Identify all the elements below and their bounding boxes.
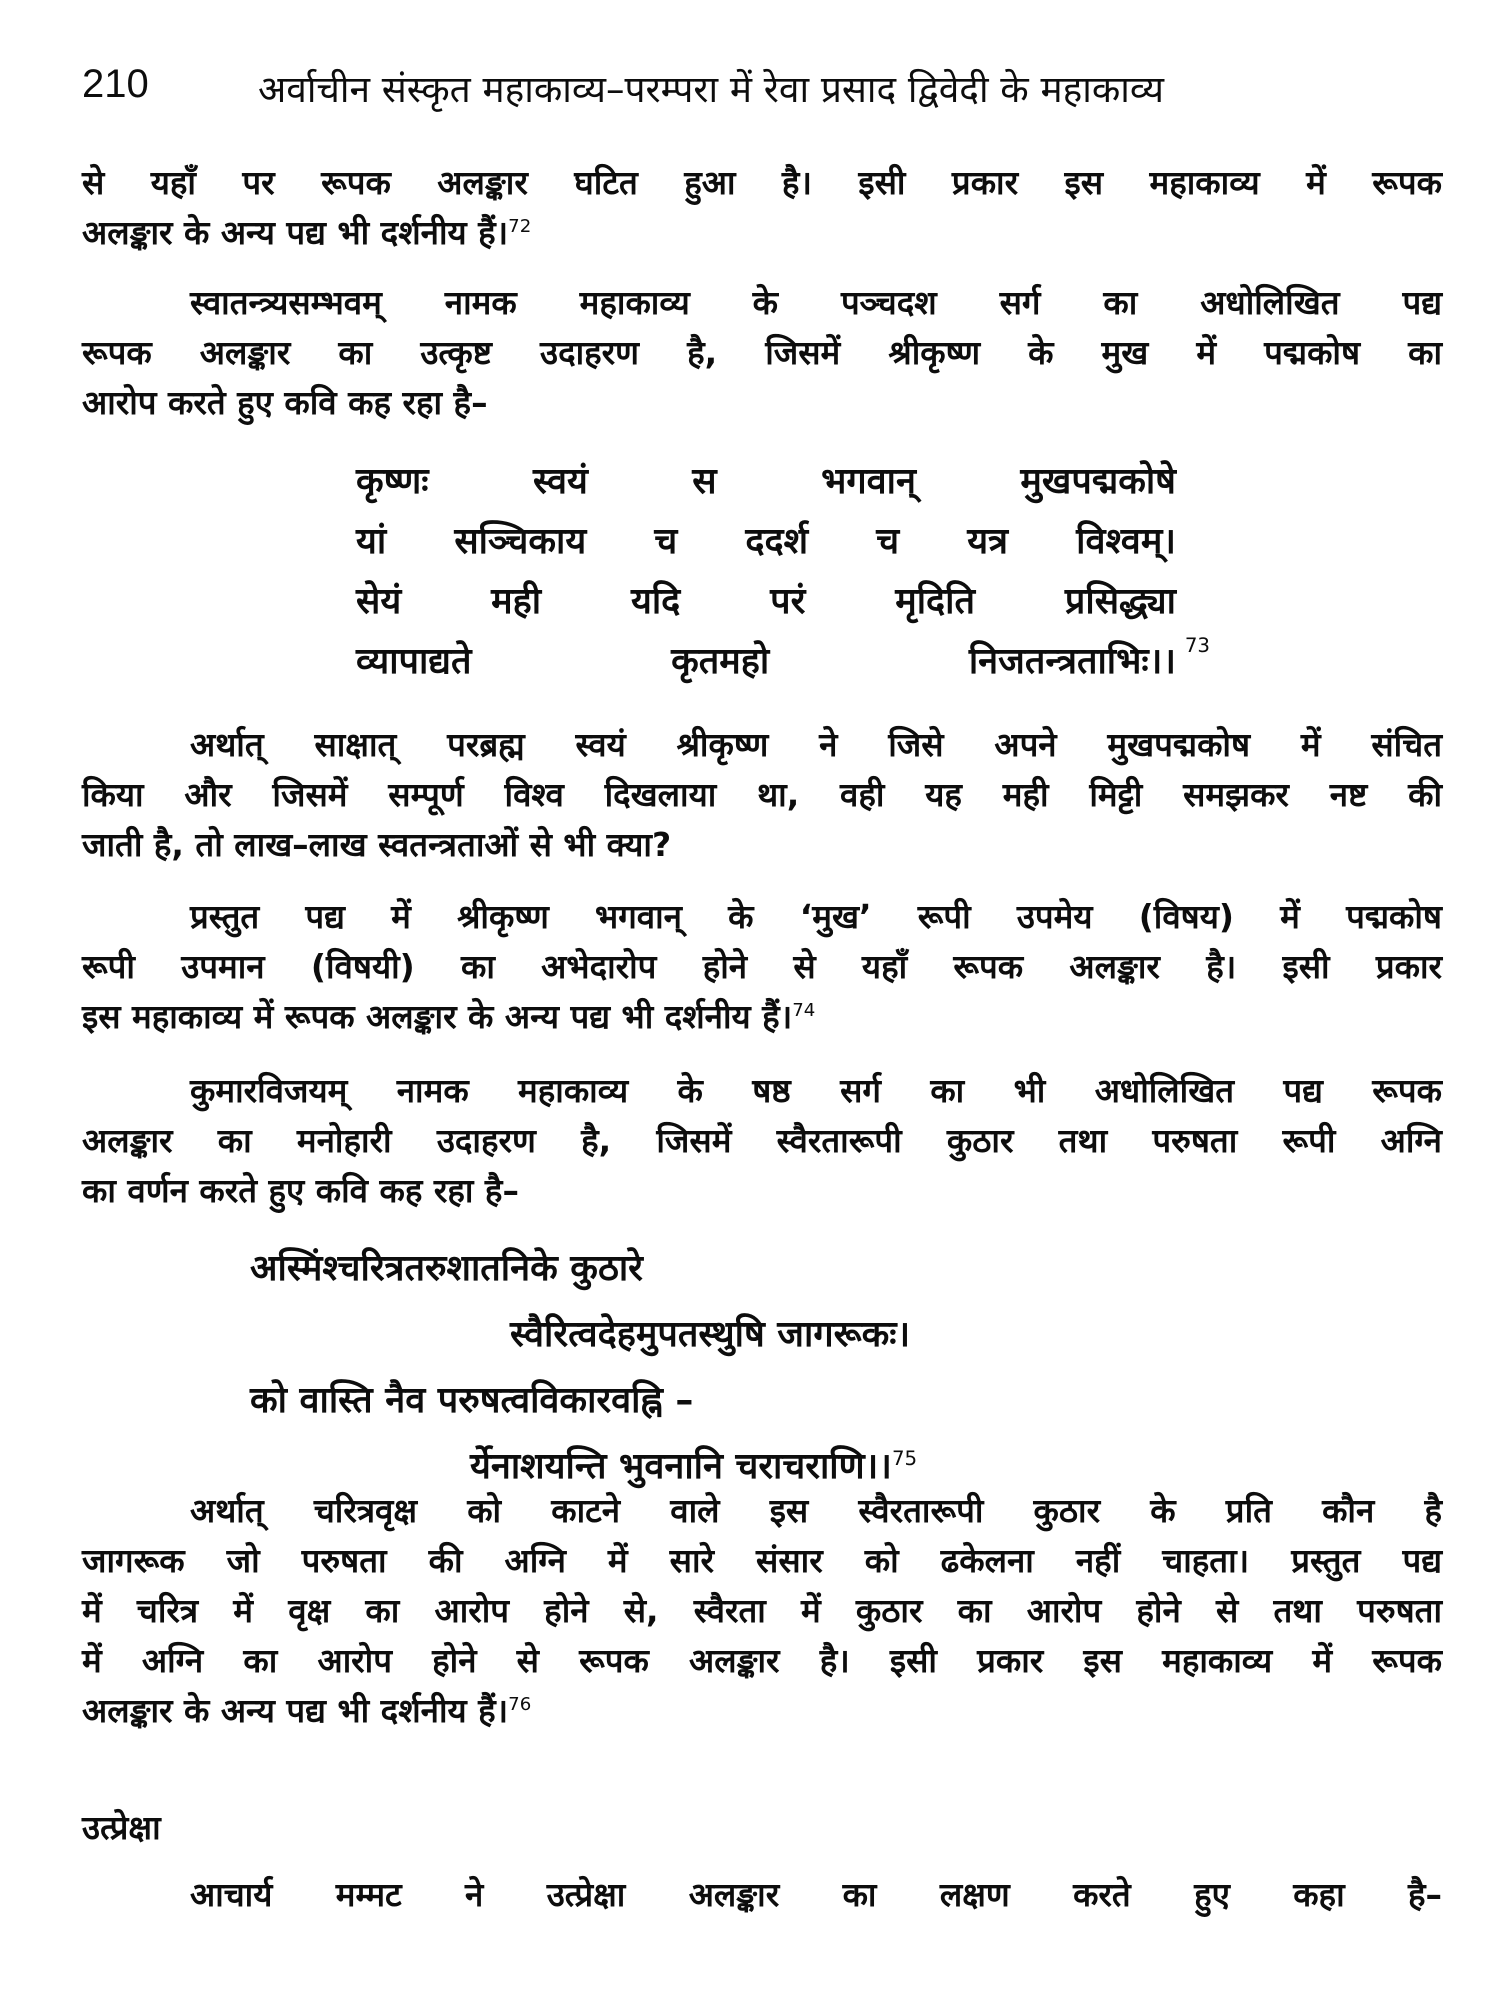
text-line: अर्थात् साक्षात् परब्रह्म स्वयं श्रीकृष्ण ने जिसे अपने मुखपद्मकोष में संचित (190, 725, 1442, 764)
verse-line: स्वैरित्वदेहमुपतस्थुषि जागरूकः। (510, 1314, 911, 1355)
paragraph-1 (82, 158, 1442, 258)
paragraph-2 (82, 278, 1442, 428)
verse-1 (356, 452, 1210, 692)
text-line: किया और जिसमें सम्पूर्ण विश्व दिखलाया था, वही यह मही मिट्टी समझकर नष्ट की (82, 775, 1442, 814)
verse-line: र्येनाशयन्ति भुवनानि चराचराणि।।$^{75}$ (470, 1446, 918, 1487)
verse-line: यां सञ्चिकाय च ददर्श च यत्र विश्वम्। (356, 521, 1176, 562)
footnote-ref: 74 (792, 1000, 816, 1021)
text-line: जाती है, तो लाख–लाख स्वतन्त्रताओं से भी क्या? (82, 825, 672, 864)
verse-line: को वास्ति नैव परुषत्वविकारवह्नि – (250, 1380, 694, 1421)
paragraph-5 (82, 1066, 1442, 1216)
paragraph-4 (82, 892, 1442, 1042)
text-line: अर्थात् चरित्रवृक्ष को काटने वाले इस स्वैरतारूपी कुठार के प्रति कौन है (190, 1491, 1442, 1530)
page-header (82, 62, 1440, 122)
text-line: आचार्य मम्मट ने उत्प्रेक्षा अलङ्कार का लक्षण करते हुए कहा है– (190, 1875, 1442, 1914)
footnote-ref: 75 (891, 1447, 918, 1470)
text-line: प्रस्तुत पद्य में श्रीकृष्ण भगवान् के ‘मुख’ रूपी उपमेय (विषय) में पद्मकोष (190, 897, 1442, 936)
text-line: स्वातन्त्र्यसम्भवम् नामक महाकाव्य के पञ्चदश सर्ग का अधोलिखित पद्य (190, 283, 1442, 322)
text-line: आरोप करते हुए कवि कह रहा है– (82, 383, 488, 422)
text-line: अलङ्कार के अन्य पद्य भी दर्शनीय हैं।$^{72}$ (82, 213, 532, 252)
paragraph-7 (82, 1870, 1442, 1920)
verse-2 (250, 1236, 1250, 1500)
verse-line: व्यापाद्यते कृतमहो निजतन्त्रताभिः।। 73 (356, 634, 1210, 682)
footnote-ref: 72 (508, 216, 532, 237)
footnote-ref: 76 (508, 1694, 532, 1715)
text-line: में चरित्र में वृक्ष का आरोप होने से, स्वैरता में कुठार का आरोप होने से तथा परुषता (82, 1591, 1442, 1630)
text-line: रूपक अलङ्कार का उत्कृष्ट उदाहरण है, जिसमें श्रीकृष्ण के मुख में पद्मकोष का (82, 333, 1442, 372)
text-line: अलङ्कार के अन्य पद्य भी दर्शनीय हैं।$^{76}$ (82, 1691, 532, 1730)
text-line: कुमारविजयम् नामक महाकाव्य के षष्ठ सर्ग का भी अधोलिखित पद्य रूपक (190, 1071, 1442, 1110)
text-line: इस महाकाव्य में रूपक अलङ्कार के अन्य पद्य भी दर्शनीय हैं।$^{74}$ (82, 997, 816, 1036)
paragraph-6 (82, 1486, 1442, 1736)
section-heading: उत्प्रेक्षा (82, 1808, 161, 1847)
text-line: का वर्णन करते हुए कवि कह रहा है– (82, 1171, 519, 1210)
page-number: 210 (82, 62, 149, 106)
running-title: अर्वाचीन संस्कृत महाकाव्य–परम्परा में रेवा प्रसाद द्विवेदी के महाकाव्य (258, 68, 1164, 111)
text-line: रूपी उपमान (विषयी) का अभेदारोप होने से यहाँ रूपक अलङ्कार है। इसी प्रकार (82, 947, 1442, 986)
text-line: में अग्नि का आरोप होने से रूपक अलङ्कार है। इसी प्रकार इस महाकाव्य में रूपक (82, 1641, 1442, 1680)
paragraph-3 (82, 720, 1442, 870)
text-line: से यहाँ पर रूपक अलङ्कार घटित हुआ है। इसी प्रकार इस महाकाव्य में रूपक (82, 163, 1442, 202)
text-line: अलङ्कार का मनोहारी उदाहरण है, जिसमें स्वैरतारूपी कुठार तथा परुषता रूपी अग्नि (82, 1121, 1442, 1160)
text-line: जागरूक जो परुषता की अग्नि में सारे संसार को ढकेलना नहीं चाहता। प्रस्तुत पद्य (82, 1541, 1442, 1580)
verse-line: कृष्णः स्वयं स भगवान् मुखपद्मकोषे (356, 461, 1176, 502)
verse-line: अस्मिंश्चरित्रतरुशातनिके कुठारे (250, 1248, 643, 1289)
verse-line: सेयं मही यदि परं मृदिति प्रसिद्ध्या (356, 581, 1176, 622)
